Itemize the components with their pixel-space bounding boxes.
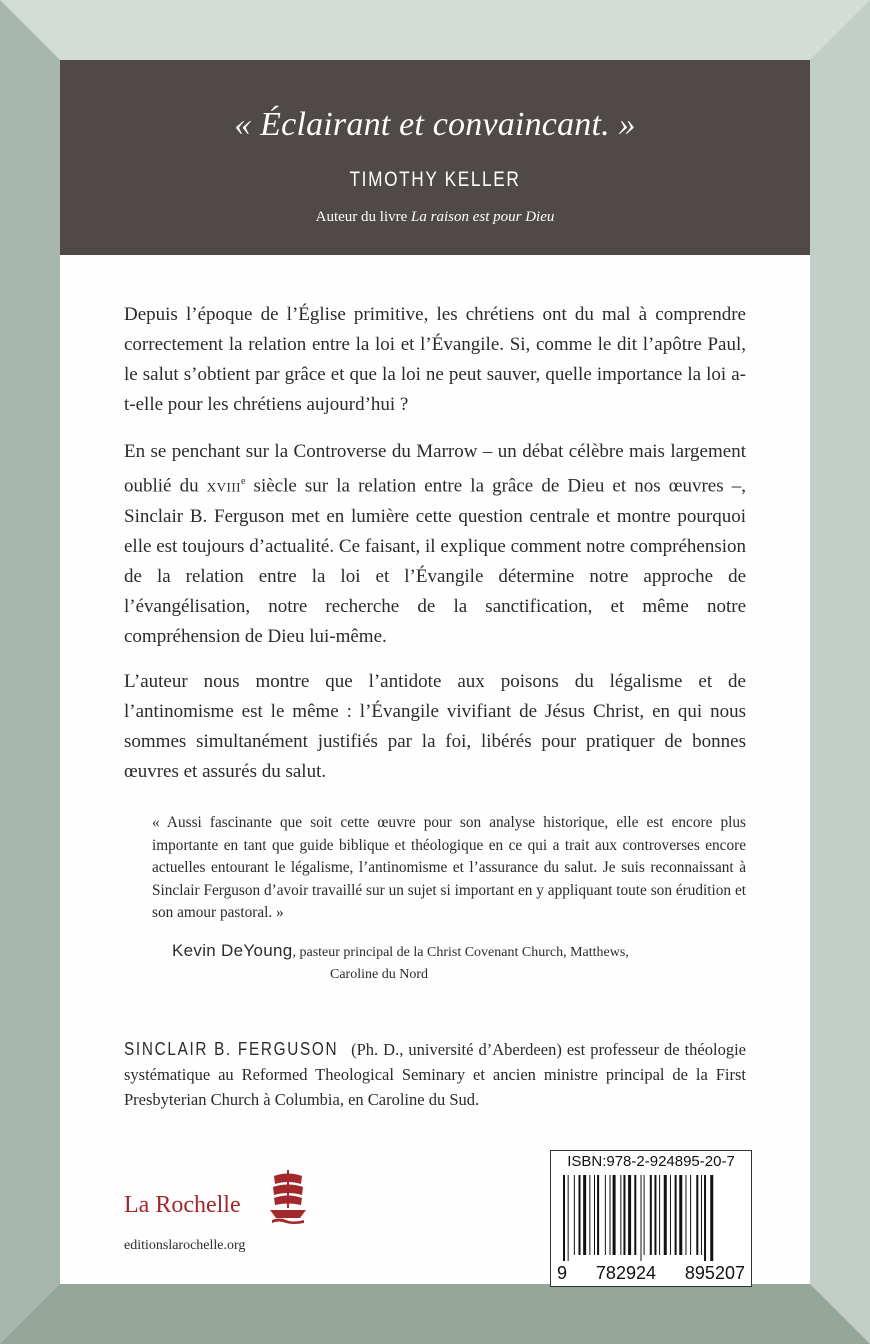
publisher-block <box>124 1160 364 1260</box>
p2-century: XVIII <box>206 479 241 495</box>
barcode-bar <box>583 1175 586 1255</box>
barcode-digit-group-2: 782924 <box>595 1263 656 1283</box>
testimonial-name: Kevin DeYoung <box>172 941 293 960</box>
barcode-bar <box>623 1175 625 1255</box>
publisher-name: La Rochelle <box>124 1192 241 1218</box>
barcode-digit-group-1: 9 <box>557 1263 568 1283</box>
testimonial-quote: « Aussi fascinante que soit cette œuvre pour son analyse historique, elle est encore plus importante en tant que guide biblique et théologique en ce qui a trait aux controverses encore actuelles entourant le légalisme, l’antinomisme et l’assurance du salut. Je suis reconnaissant à Sinclair Ferguson d’avoir travaillé sur un sujet si important en y appliquant toute son érudition et son amour pastoral. » <box>152 814 746 921</box>
banner-book-credit <box>60 209 810 226</box>
barcode-bar <box>613 1175 616 1255</box>
p2-before: En se penchant sur la Controverse du Marrow – un débat célèbre mais largement oublié du <box>124 441 746 497</box>
barcode-bar <box>620 1175 621 1255</box>
isbn-label: ISBN:978-2-924895-20-7 <box>567 1153 735 1170</box>
barcode-bar <box>644 1175 645 1255</box>
barcode-bar <box>701 1175 702 1255</box>
summary-paragraph-2 <box>124 437 746 652</box>
testimonial-attribution <box>172 940 752 986</box>
barcode-bar <box>594 1175 595 1255</box>
publisher-website[interactable]: editionslarochelle.org <box>124 1238 246 1253</box>
summary-paragraph-3: L’auteur nous montre que l’antidote aux poisons du légalisme et de l’antinomisme est le même : l’Évangile vivifiant de Jésus Christ, en qui nous sommes simultanément justifiés par la foi, libérés pour pratiquer de bonnes œuvres et assurés du salut. <box>124 671 746 782</box>
barcode-bar <box>670 1175 671 1255</box>
barcode-bar <box>579 1175 581 1255</box>
barcode-bar <box>597 1175 599 1255</box>
barcode-bar <box>654 1175 656 1255</box>
barcode-bar <box>641 1175 642 1261</box>
banner-book-prefix: Auteur du livre <box>315 209 412 225</box>
banner-author: TIMOTHY KELLER <box>349 168 521 191</box>
p2-sup: e <box>240 476 246 487</box>
barcode-bar <box>690 1175 691 1255</box>
summary-paragraph-1: Depuis l’époque de l’Église primitive, les chrétiens ont du mal à comprendre correctement la relation entre la loi et l’Évangile. Si, comme le dit l’apôtre Paul, le salut s’obtient par grâce et que la loi ne peut sauver, quelle importance la loi a-t-elle pour les chrétiens aujourd’hui ? <box>124 304 746 415</box>
barcode-bar <box>679 1175 682 1255</box>
barcode-bar <box>659 1175 660 1255</box>
barcode-bar <box>568 1175 569 1261</box>
barcode-bars <box>563 1175 739 1261</box>
barcode-bar <box>675 1175 677 1255</box>
testimonial-role-1: , pasteur principal de la Christ Covenant Church, Matthews, <box>292 945 629 960</box>
ship-icon <box>270 1168 306 1224</box>
banner-quote: « Éclairant et convaincant. » <box>234 106 636 143</box>
author-bio-text: (Ph. D., université d’Aberdeen) est professeur de théologie systématique au Reformed Theological Seminary et ancien ministre principal de la First Presbyterian Church à Columbia, en Caroline du Sud. <box>124 1040 746 1109</box>
barcode-bar <box>704 1175 706 1261</box>
barcode-bar <box>563 1175 565 1261</box>
barcode-bar <box>685 1175 686 1255</box>
endorsement-banner <box>60 60 810 255</box>
book-back-cover <box>60 60 810 1284</box>
barcode-bar <box>628 1175 631 1255</box>
barcode-bar <box>634 1175 636 1255</box>
barcode-bar <box>574 1175 575 1255</box>
p2-after: siècle sur la relation entre la grâce de Dieu et nos œuvres –, Sinclair B. Ferguson met en lumière cette question centrale et montre pourquoi elle est toujours d’actualité. Ce faisant, il explique comment notre compréhension de la relation entre la loi et l’Évangile détermine notre approche de l’évangélisation, notre recherche de la sanctification, et même notre compréhension de Dieu lui-même. <box>124 475 746 648</box>
barcode-digit-group-3: 895207 <box>684 1263 745 1283</box>
barcode-bar <box>610 1175 611 1255</box>
barcode-bar <box>664 1175 667 1255</box>
isbn-barcode <box>550 1150 752 1287</box>
barcode-digits <box>551 1263 751 1284</box>
banner-book-title: La raison est pour Dieu <box>411 209 555 225</box>
barcode-bar <box>589 1175 590 1255</box>
barcode-bar <box>710 1175 713 1261</box>
barcode-bar <box>605 1175 606 1255</box>
author-name: SINCLAIR B. FERGUSON <box>124 1039 339 1059</box>
barcode-bar <box>650 1175 652 1255</box>
barcode-bar <box>696 1175 698 1255</box>
author-bio <box>124 1037 746 1112</box>
testimonial-role-2: Caroline du Nord <box>330 967 428 982</box>
